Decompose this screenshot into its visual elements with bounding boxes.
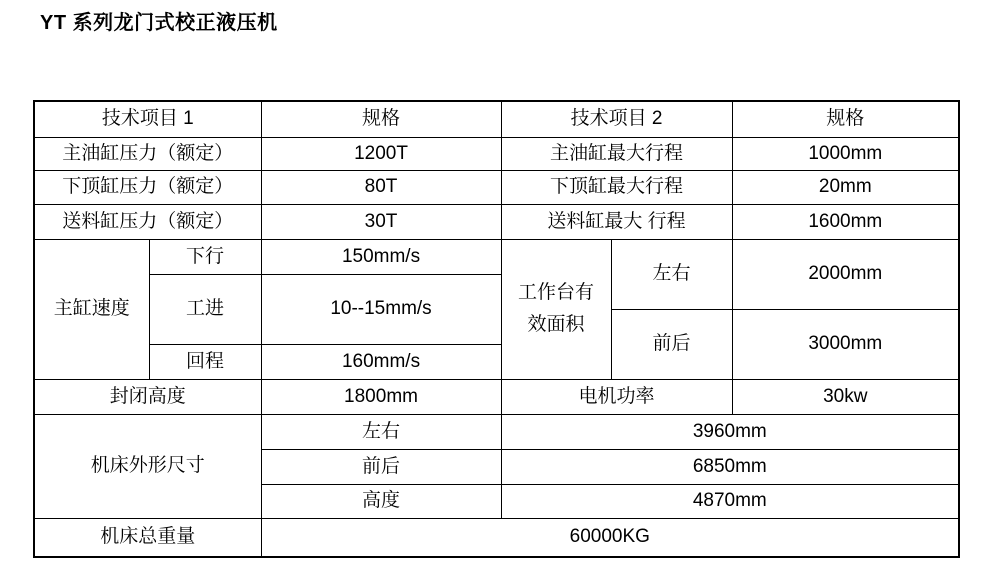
cell-dims-height-value: 4870mm <box>501 484 959 518</box>
worktable-area-label-text: 工作台有效面积 <box>518 281 595 335</box>
cell-dims-lr-value: 3960mm <box>501 414 959 449</box>
cell-feed-cyl-stroke-label: 送料缸最大 行程 <box>501 204 732 239</box>
cell-main-cyl-speed-label: 主缸速度 <box>34 239 149 379</box>
cell-speed-down-value: 150mm/s <box>261 239 501 274</box>
header-item2: 技术项目 2 <box>501 101 732 137</box>
table-row <box>34 379 959 414</box>
spec-table <box>33 100 960 558</box>
table-row <box>34 414 959 449</box>
cell-total-weight-value: 60000KG <box>261 518 959 557</box>
cell-dims-lr-label: 左右 <box>261 414 501 449</box>
cell-feed-cyl-pressure-value: 30T <box>261 204 501 239</box>
cell-speed-work-label: 工进 <box>149 274 261 344</box>
cell-closed-height-label: 封闭高度 <box>34 379 261 414</box>
cell-main-cyl-pressure-value: 1200T <box>261 137 501 170</box>
cell-closed-height-value: 1800mm <box>261 379 501 414</box>
cell-lower-cyl-pressure-value: 80T <box>261 170 501 204</box>
cell-machine-dims-label: 机床外形尺寸 <box>34 414 261 518</box>
cell-main-cyl-stroke-value: 1000mm <box>732 137 959 170</box>
page-title: YT 系列龙门式校正液压机 <box>40 12 278 34</box>
header-spec1: 规格 <box>261 101 501 137</box>
header-item1: 技术项目 1 <box>34 101 261 137</box>
cell-worktable-lr-label: 左右 <box>611 239 732 309</box>
cell-motor-power-value: 30kw <box>732 379 959 414</box>
header-row <box>34 101 959 137</box>
cell-worktable-fb-label: 前后 <box>611 309 732 379</box>
cell-worktable-fb-value: 3000mm <box>732 309 959 379</box>
cell-speed-return-label: 回程 <box>149 344 261 379</box>
cell-dims-fb-label: 前后 <box>261 449 501 484</box>
cell-motor-power-label: 电机功率 <box>501 379 732 414</box>
table-row <box>34 518 959 557</box>
table-row <box>34 137 959 170</box>
cell-speed-down-label: 下行 <box>149 239 261 274</box>
cell-dims-height-label: 高度 <box>261 484 501 518</box>
cell-speed-work-value: 10--15mm/s <box>261 274 501 344</box>
cell-worktable-lr-value: 2000mm <box>732 239 959 309</box>
cell-lower-cyl-stroke-value: 20mm <box>732 170 959 204</box>
cell-total-weight-label: 机床总重量 <box>34 518 261 557</box>
table-row <box>34 170 959 204</box>
cell-lower-cyl-pressure-label: 下顶缸压力（额定） <box>34 170 261 204</box>
cell-feed-cyl-pressure-label: 送料缸压力（额定） <box>34 204 261 239</box>
cell-lower-cyl-stroke-label: 下顶缸最大行程 <box>501 170 732 204</box>
cell-dims-fb-value: 6850mm <box>501 449 959 484</box>
table-row <box>34 239 959 274</box>
cell-feed-cyl-stroke-value: 1600mm <box>732 204 959 239</box>
table-row <box>34 204 959 239</box>
cell-speed-return-value: 160mm/s <box>261 344 501 379</box>
cell-main-cyl-stroke-label: 主油缸最大行程 <box>501 137 732 170</box>
cell-worktable-area-label <box>501 239 611 379</box>
cell-main-cyl-pressure-label: 主油缸压力（额定） <box>34 137 261 170</box>
header-spec2: 规格 <box>732 101 959 137</box>
